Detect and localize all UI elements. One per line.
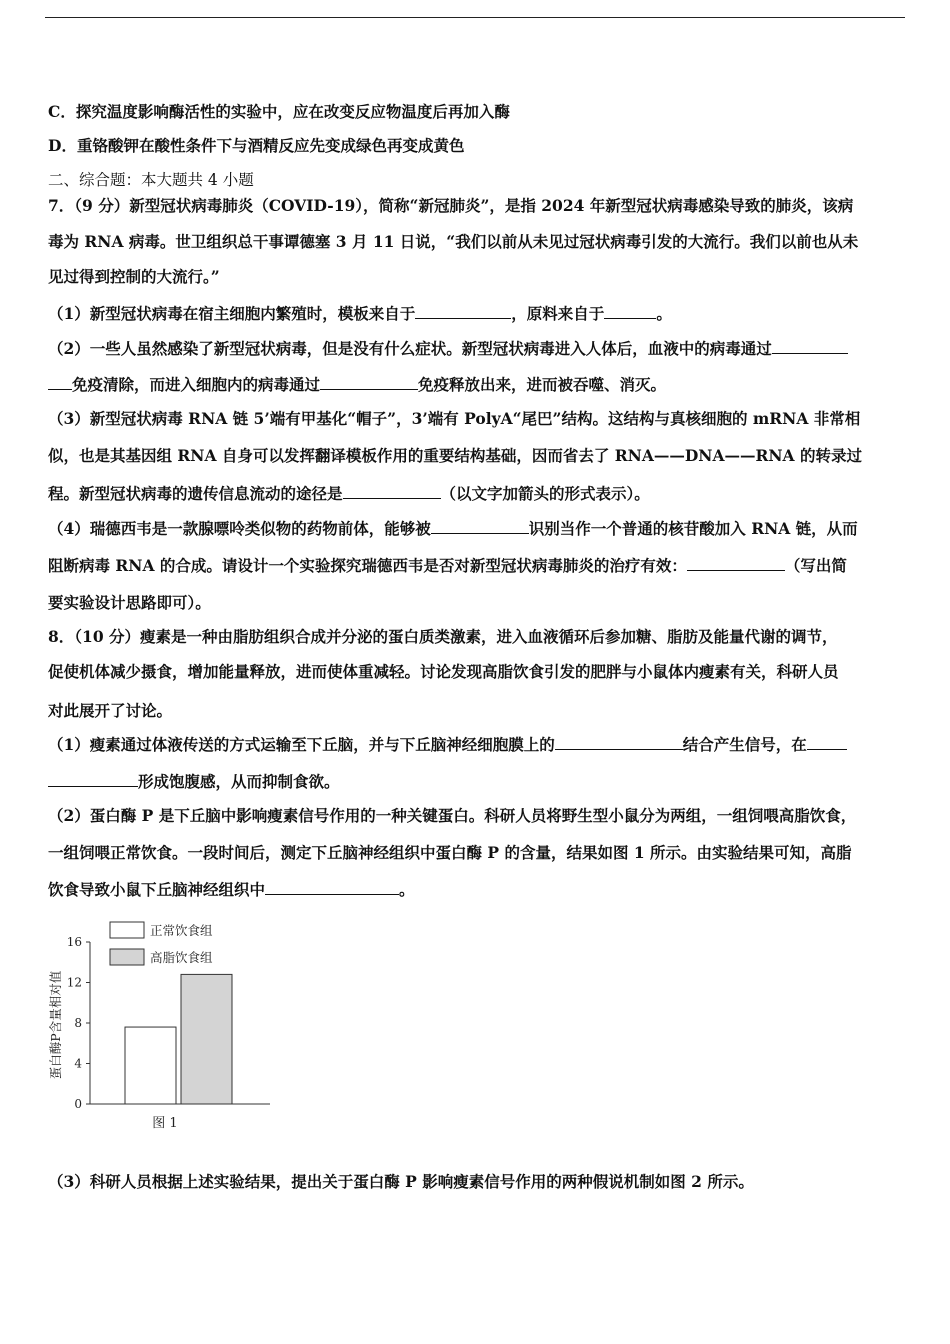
y-axis-label: 蛋白酶P含量相对值 [48,970,63,1080]
answer-blank[interactable] [415,303,511,319]
answer-blank[interactable] [48,374,72,390]
bar-high-fat-diet [181,974,232,1104]
header-rule [45,17,905,18]
q8-stem-1: 8．（10 分）瘦素是一种由脂肪组织合成并分泌的蛋白质类激素，进入血液循环后参加糖、脂肪及能量代谢的调节， [48,627,838,646]
q7-part4-line1: （4）瑞德西韦是一款腺嘌呤类似物的药物前体，能够被 识别当作一个普通的核苷酸加入 RNA 链，从而 [48,519,858,538]
q7-stem-2: 毒为 RNA 病毒。世卫组织总干事谭德塞 3 月 11 日说，“我们以前从未见过冠状病毒引发的大流行。我们以前也从未 [48,232,859,251]
q7-part3-line1: （3）新型冠状病毒 RNA 链 5’端有甲基化“帽子”，3’端有 PolyA“尾巴”结构。这结构与真核细胞的 mRNA 非常相 [48,409,861,428]
q8-stem-3: 对此展开了讨论。 [48,701,173,720]
q7-part4-line2: 阻断病毒 RNA 的合成。请设计一个实验探究瑞德西韦是否对新型冠状病毒肺炎的治疗有效： （写出简 [48,556,847,575]
legend-swatch [110,922,144,938]
q7-stem-1: 7．（9 分）新型冠状病毒肺炎（COVID-19），简称“新冠肺炎”，是指 2024 年新型冠状病毒感染导致的肺炎，该病 [48,196,854,215]
y-tick-label: 16 [66,935,82,949]
answer-blank[interactable] [265,879,399,895]
q8-part3: （3）科研人员根据上述实验结果，提出关于蛋白酶 P 影响瘦素信号作用的两种假说机制如图 2 所示。 [48,1172,754,1191]
option-c: C．探究温度影响酶活性的实验中，应在改变反应物温度后再加入酶 [48,102,510,121]
answer-blank[interactable] [431,518,529,534]
bars [125,974,232,1104]
bar-normal-diet [125,1027,176,1104]
answer-blank[interactable] [48,771,138,787]
q7-part2-line1: （2）一些人虽然感染了新型冠状病毒，但是没有什么症状。新型冠状病毒进入人体后，血液中的病毒通过 [48,338,908,359]
q7-stem-3: 见过得到控制的大流行。” [48,267,220,286]
answer-blank[interactable] [772,338,848,354]
answer-blank[interactable] [604,303,656,319]
q8-part2-line2: 一组饲喂正常饮食。一段时间后，测定下丘脑神经组织中蛋白酶 P 的含量，结果如图 1 所示。由实验结果可知，高脂 [48,843,852,862]
legend-label: 正常饮食组 [150,923,213,938]
q7-part3-line2: 似，也是其基因组 RNA 自身可以发挥翻译模板作用的重要结构基础，因而省去了 RNA——DNA——RNA 的转录过 [48,446,862,465]
answer-blank[interactable] [687,555,785,571]
q8-part2-line1: （2）蛋白酶 P 是下丘脑中影响瘦素信号作用的一种关键蛋白。科研人员将野生型小鼠分为两组，一组饲喂高脂饮食， [48,806,857,825]
option-d: D．重铬酸钾在酸性条件下与酒精反应先变成绿色再变成黄色 [48,136,465,155]
q7-part4-line3: 要实验设计思路即可）。 [48,593,211,612]
q8-part1-line1: （1）瘦素通过体液传送的方式运输至下丘脑，并与下丘脑神经细胞膜上的 结合产生信号，在 [48,734,908,755]
answer-blank[interactable] [343,483,441,499]
q8-stem-2: 促使机体减少摄食，增加能量释放，进而使体重减轻。讨论发现高脂饮食引发的肥胖与小鼠体内瘦素有关，科研人员 [48,662,839,681]
answer-blank[interactable] [555,734,683,750]
q7-part2-line2: 免疫清除，而进入细胞内的病毒通过 免疫释放出来，进而被吞噬、消灭。 [48,374,908,395]
legend-swatch [110,949,144,965]
q8-part1-line2: 形成饱腹感，从而抑制食欲。 [48,771,908,792]
y-tick-label: 8 [74,1016,82,1030]
chart-legend [110,922,213,965]
y-axis-ticks [67,935,90,1111]
section-heading: 二、综合题：本大题共 4 小题 [48,171,254,189]
q8-part2-line3: 饮食导致小鼠下丘脑神经组织中 。 [48,880,415,899]
answer-blank[interactable] [320,374,418,390]
y-tick-label: 0 [74,1097,82,1111]
legend-label: 高脂饮食组 [150,950,213,965]
q7-part1: （1）新型冠状病毒在宿主细胞内繁殖时，模板来自于 ，原料来自于 。 [48,304,672,323]
answer-blank[interactable] [807,734,847,750]
y-tick-label: 4 [74,1056,82,1071]
q7-part3-line3: 程。新型冠状病毒的遗传信息流动的途径是 （以文字加箭头的形式表示）。 [48,484,650,503]
figure-caption: 图 1 [152,1116,178,1131]
figure-1-bar-chart [48,912,278,1140]
y-tick-label: 12 [66,975,82,990]
